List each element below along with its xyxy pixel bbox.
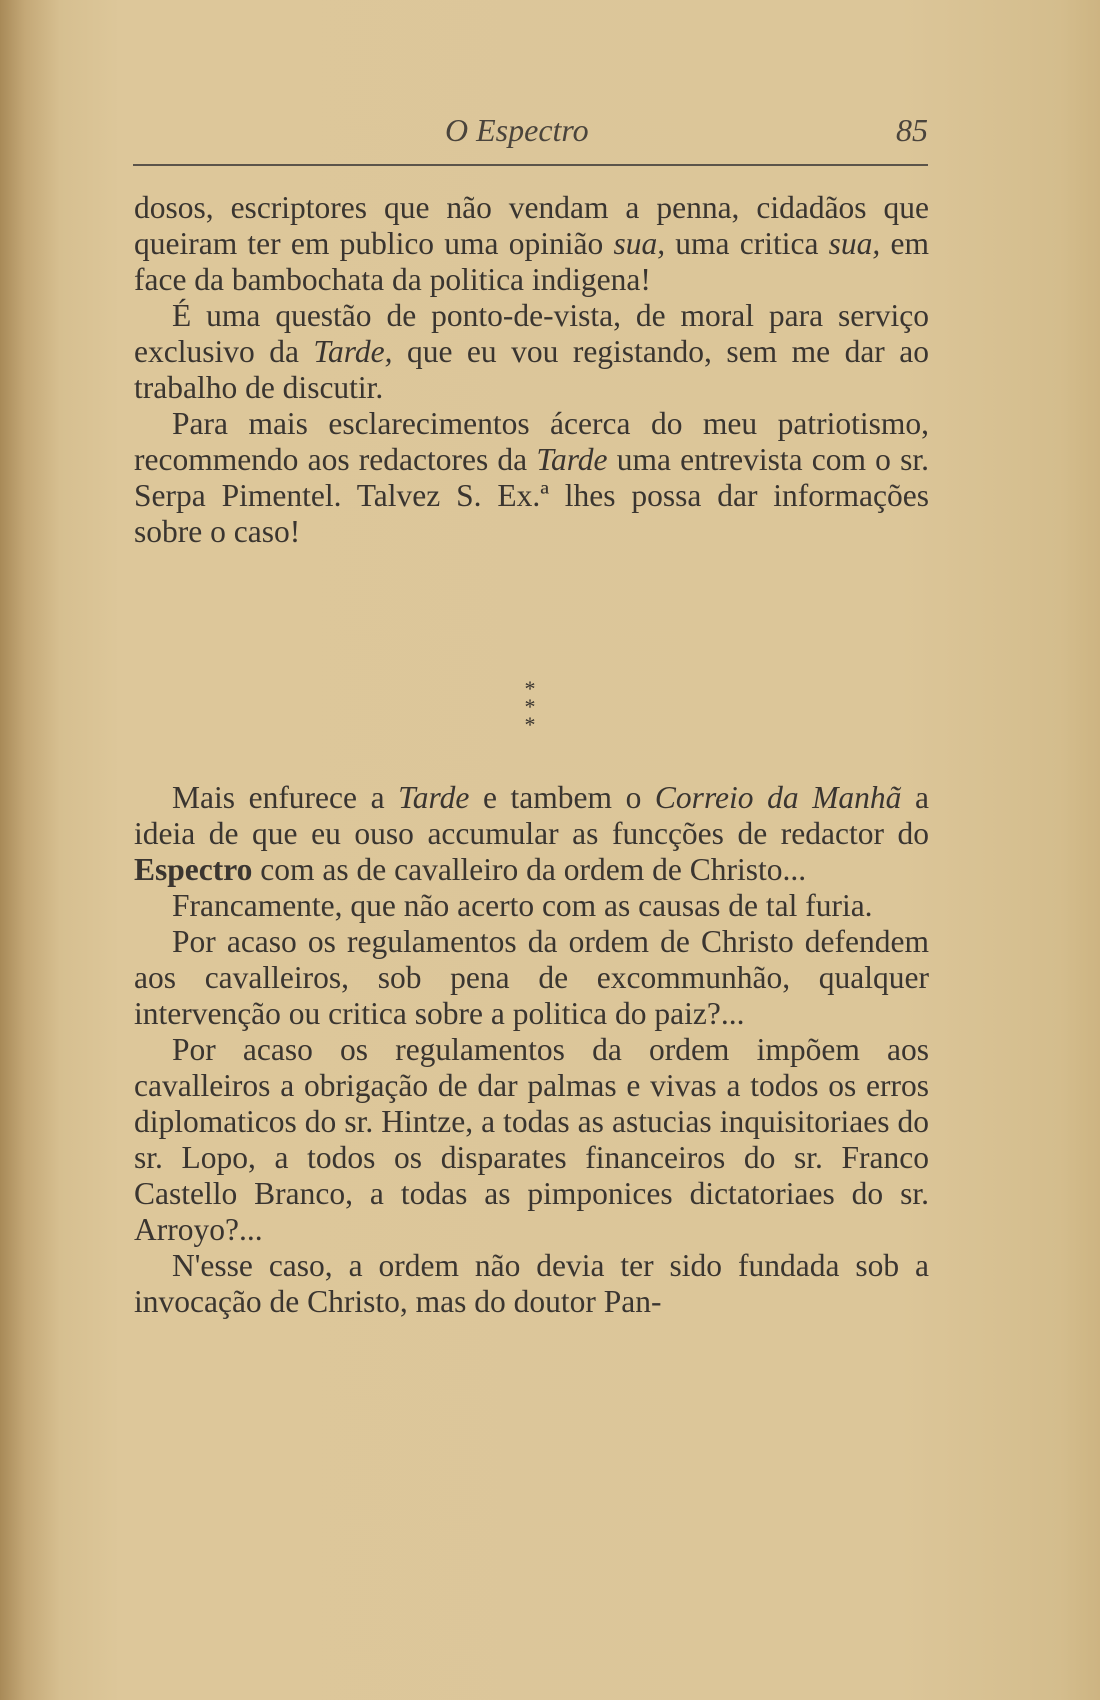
italic-run: Correio da Manhã <box>654 780 902 815</box>
italic-run: sua, <box>828 226 881 261</box>
running-title: O Espectro <box>445 112 589 148</box>
paragraph <box>134 888 929 924</box>
italic-run: Tarde <box>536 442 608 477</box>
text-run: a ideia de que eu ouso accumular as funcções de redactor do <box>134 780 930 851</box>
text-run: que eu vou registando, sem me dar ao trabalho de discutir. <box>134 334 929 405</box>
paragraph <box>134 780 929 888</box>
text-run: dosos, escriptores que não vendam a penna, cidadãos que queiram ter em publico uma opinião <box>134 190 929 261</box>
italic-run: Tarde, <box>313 334 393 369</box>
page-number: 85 <box>896 112 928 148</box>
text-run: Por acaso os regulamentos da ordem impõem aos cavalleiros a obrigação de dar palmas e vivas a todos os erros diplomaticos do sr. Hintze, a todas as astucias inquisitoriaes do sr. Lopo, a todos os disparates financeiros do sr. Franco Castello Branco, a todas as pimponices dictatoriaes do sr. Arroyo?... <box>134 1032 929 1247</box>
text-run: Para mais esclarecimentos ácerca do meu patriotismo, recommendo aos redactores da <box>134 406 929 477</box>
text-run: uma critica <box>665 226 829 261</box>
bold-run: Espectro <box>134 852 253 887</box>
asterism-top: * <box>524 676 536 701</box>
text-run: Francamente, que não acerto com as causas de tal furia. <box>172 888 873 923</box>
italic-run: sua, <box>613 226 666 261</box>
paragraph <box>134 1248 929 1320</box>
paragraph <box>134 1032 929 1248</box>
text-run: É uma questão de ponto-de-vista, de moral para serviço exclusivo da <box>134 298 929 369</box>
text-run: e tambem o <box>469 780 655 815</box>
paragraph <box>134 190 929 298</box>
italic-run: Tarde <box>398 780 470 815</box>
header-rule <box>133 164 928 166</box>
paragraph <box>134 298 929 406</box>
asterism-bottom: * * <box>524 694 550 737</box>
text-run: Mais enfurece a <box>172 780 399 815</box>
text-run: N'esse caso, a ordem não devia ter sido fundada sob a invocação de Christo, mas do doutor Pan- <box>134 1248 929 1319</box>
paragraph <box>134 406 929 550</box>
text-run: uma entrevista com o sr. Serpa Pimentel. Talvez S. Ex.ª lhes possa dar informações sobre o caso! <box>134 442 929 549</box>
paragraph <box>134 924 929 1032</box>
text-block-1 <box>134 190 929 550</box>
text-run: com as de cavalleiro da ordem de Christo... <box>252 852 807 887</box>
asterism <box>500 676 560 737</box>
text-block-2 <box>134 780 929 1320</box>
text-run: Por acaso os regulamentos da ordem de Christo defendem aos cavalleiros, sob pena de excommunhão, qualquer intervenção ou critica sobre a politica do paiz?... <box>134 924 929 1031</box>
page-header <box>133 104 928 148</box>
text-run: em face da bambochata da politica indigena! <box>134 226 929 297</box>
